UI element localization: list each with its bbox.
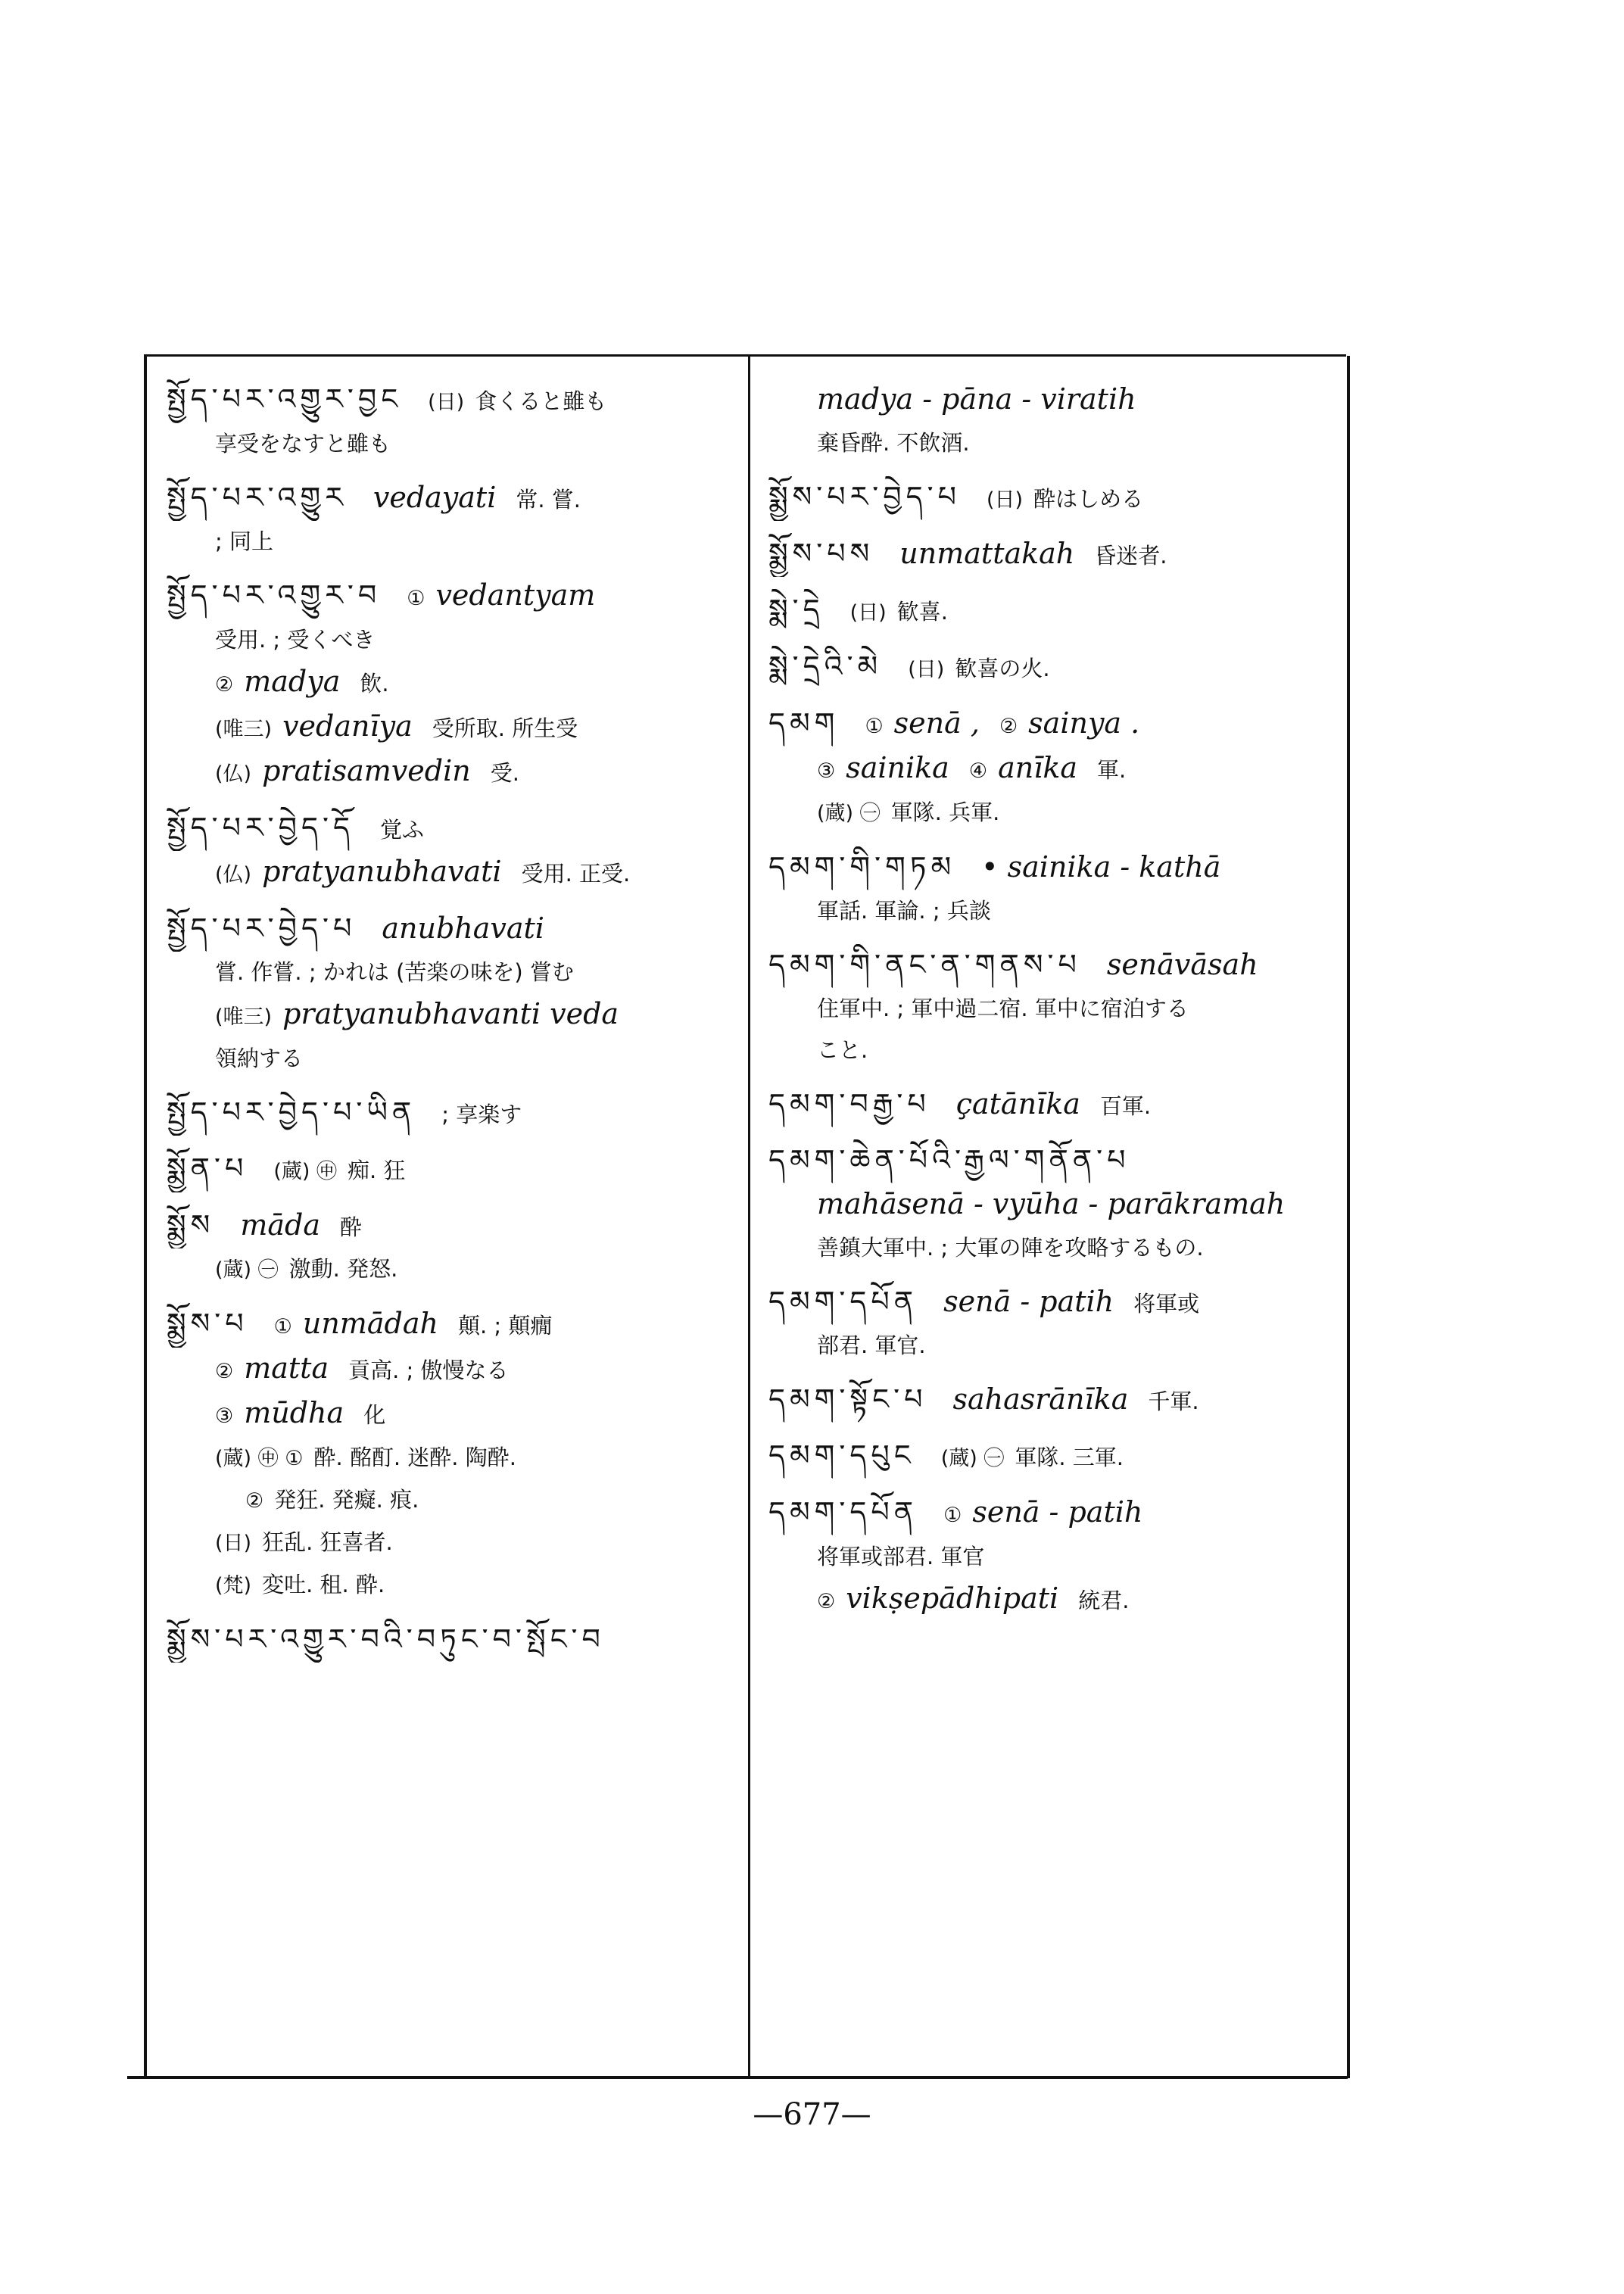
japanese-gloss: 軍話. 軍論. ; 兵談 (817, 898, 991, 924)
sanskrit-term: çatānīka (955, 1087, 1080, 1121)
entry-line (167, 1092, 734, 1136)
entry-line (768, 1083, 1329, 1127)
japanese-gloss: 軍. (1097, 757, 1127, 783)
tibetan-headword: དམག་དཔུང (768, 1438, 915, 1472)
sanskrit-term: sahasrānīka (952, 1382, 1129, 1416)
sanskrit-term: māda (240, 1208, 320, 1242)
tibetan-headword: དམག་དཔོན (768, 1285, 918, 1318)
entry-line (768, 646, 1329, 690)
japanese-gloss: 食くると雖も (475, 388, 607, 414)
left-entry (167, 379, 734, 465)
entry-line (768, 890, 1329, 932)
sanskrit-term: sainya . (1028, 706, 1140, 740)
entry-line (167, 1479, 734, 1522)
source-marker: ④ (968, 759, 988, 783)
entry-line (768, 1491, 1329, 1536)
entry-line (768, 1139, 1329, 1183)
japanese-gloss: こと. (817, 1037, 868, 1063)
entry-line (167, 750, 734, 795)
source-marker: (日) (908, 658, 945, 681)
entry-line (768, 422, 1329, 464)
sanskrit-term: vedayati (372, 481, 497, 514)
tibetan-headword: དམག་གི་གཏམ (768, 850, 956, 884)
sanskrit-term: vedanīya (282, 709, 413, 743)
japanese-gloss: 部君. 軍官. (817, 1332, 926, 1358)
tibetan-headword: དམག་ཆེན་པོའི་རྒྱལ་གནོན་པ (768, 1143, 1130, 1177)
entry-line (768, 379, 1329, 422)
japanese-gloss: 住軍中. ; 軍中過二宿. 軍中に宿泊する (817, 996, 1189, 1021)
sanskrit-term: senā - patih (943, 1285, 1114, 1318)
entry-line (768, 533, 1329, 577)
japanese-gloss: 将軍或 (1133, 1291, 1200, 1317)
left-entry (167, 575, 734, 795)
sanskrit-term: unmādah (302, 1307, 438, 1340)
right-entry (768, 703, 1329, 834)
sanskrit-term: mūdha (244, 1396, 344, 1429)
source-marker: (唯三) (215, 1005, 273, 1029)
entry-line (167, 619, 734, 661)
tibetan-headword: སྤྱོད་པར་བྱེད་པ་ཡིན (167, 1096, 416, 1129)
sanskrit-term: unmattakah (899, 537, 1075, 570)
tibetan-headword: སྨྱོས་པས (768, 537, 874, 570)
entry-line (167, 1522, 734, 1564)
entry-line (768, 1183, 1329, 1227)
entry-line (167, 1619, 734, 1663)
japanese-gloss: 受所取. 所生受 (432, 715, 578, 741)
right-entry (768, 589, 1329, 634)
sanskrit-term: • sainika - kathā (981, 850, 1221, 884)
entry-line (167, 1348, 734, 1392)
right-entry (768, 1379, 1329, 1423)
source-marker: ① (865, 715, 884, 738)
right-entry (768, 944, 1329, 1071)
source-marker: (梵) (215, 1574, 252, 1597)
source-marker: (蔵) ㊀ (215, 1258, 279, 1282)
source-marker: ① (273, 1315, 292, 1339)
source-marker: (日) (428, 391, 465, 414)
tibetan-headword: སྨེ་དྲེ (768, 593, 824, 626)
entry-line (768, 792, 1329, 834)
japanese-gloss: 千軍. (1148, 1389, 1199, 1414)
source-marker: (日) (215, 1532, 252, 1555)
source-marker: ② (999, 715, 1018, 738)
source-marker: ① (407, 587, 425, 610)
right-entry (768, 476, 1329, 521)
japanese-gloss: 覚ふ (380, 817, 425, 843)
sanskrit-term: vikṣepādhipati (846, 1582, 1059, 1615)
right-entry (768, 1139, 1329, 1269)
left-entry (167, 1303, 734, 1607)
source-marker: (日) (849, 601, 887, 625)
japanese-gloss: 受. (490, 760, 519, 786)
tibetan-headword: སྤྱོད་པར་འགྱུར (167, 481, 348, 514)
left-entry (167, 1619, 734, 1663)
tibetan-headword: དམག་དཔོན (768, 1495, 918, 1529)
left-entry (167, 908, 734, 1080)
entry-line (167, 521, 734, 563)
japanese-gloss: 化 (363, 1402, 386, 1428)
source-marker: (蔵) ㊥ ① (215, 1447, 304, 1470)
entry-line (768, 1281, 1329, 1325)
left-entry (167, 1148, 734, 1192)
sanskrit-term: mahāsenā - vyūha - parākramah (817, 1187, 1286, 1220)
source-marker: (蔵) ㊀ (817, 802, 881, 825)
sanskrit-term: madya - pāna - viratih (817, 382, 1136, 416)
entry-line (768, 944, 1329, 988)
sanskrit-term: pratyanubhavati (262, 855, 502, 888)
frame-bottom-rule (127, 2076, 1348, 2079)
japanese-gloss: 百軍. (1099, 1093, 1152, 1119)
sanskrit-term: vedantyam (435, 578, 596, 612)
japanese-gloss: 軍隊. 三軍. (1015, 1445, 1124, 1470)
left-entry (167, 1205, 734, 1291)
right-entry (768, 1281, 1329, 1367)
japanese-gloss: 将軍或部君. 軍官 (817, 1544, 985, 1569)
entry-line (167, 1248, 734, 1291)
entry-line (768, 589, 1329, 634)
japanese-gloss: 領納する (215, 1046, 304, 1071)
tibetan-headword: སྨྱོས་པར་བྱེད་པ (768, 480, 961, 513)
source-marker: ③ (215, 1404, 234, 1428)
entry-line (167, 851, 734, 896)
japanese-gloss: 痴. 狂 (348, 1158, 406, 1183)
sanskrit-term: senā , (893, 706, 980, 740)
tibetan-headword: སྨྱོས་པ (167, 1307, 248, 1340)
japanese-gloss: 統君. (1078, 1588, 1130, 1613)
source-marker: ② (817, 1590, 836, 1613)
right-entry (768, 1083, 1329, 1127)
japanese-gloss: 常. 嘗. (516, 487, 581, 513)
japanese-gloss: 酔はしめる (1033, 486, 1144, 512)
tibetan-headword: དམག (768, 706, 840, 740)
source-marker: (仏) (215, 863, 252, 887)
japanese-gloss: ; 同上 (215, 528, 273, 554)
japanese-gloss: 軍隊. 兵軍. (890, 799, 1000, 825)
entry-line (768, 846, 1329, 890)
sanskrit-term: anubhavati (382, 912, 544, 945)
right-column (768, 379, 1329, 1635)
entry-line (768, 747, 1329, 792)
sanskrit-term: senāvāsah (1106, 948, 1258, 981)
japanese-gloss: 飲. (360, 671, 389, 697)
right-entry (768, 1491, 1329, 1622)
source-marker: ② (245, 1489, 264, 1513)
source-marker: (仏) (215, 762, 252, 786)
entry-line (768, 1379, 1329, 1423)
entry-line (768, 1435, 1329, 1479)
japanese-gloss: 歓喜の火. (955, 656, 1050, 681)
tibetan-headword: སྨེ་དྲེའི་མེ (768, 650, 883, 683)
japanese-gloss: 酔 (339, 1214, 362, 1240)
entry-line (768, 988, 1329, 1030)
entry-line (167, 1303, 734, 1348)
entry-line (167, 1392, 734, 1437)
sanskrit-term: matta (244, 1351, 329, 1385)
left-entry (167, 807, 734, 896)
japanese-gloss: 享受をなすと雖も (215, 431, 391, 457)
tibetan-headword: སྤྱོད་པར་འགྱུར་བྱང (167, 382, 403, 416)
entry-line (167, 1205, 734, 1248)
japanese-gloss: 激動. 発怒. (288, 1256, 398, 1282)
right-entry (768, 1435, 1329, 1479)
source-marker: (蔵) ㊥ (273, 1160, 337, 1183)
left-entry (167, 477, 734, 563)
entry-line (167, 706, 734, 750)
japanese-gloss: 棄昏酔. 不飲酒. (817, 430, 970, 456)
entry-line (768, 1325, 1329, 1367)
source-marker: ③ (817, 759, 836, 783)
sanskrit-term: senā - patih (972, 1495, 1143, 1529)
entry-line (768, 1536, 1329, 1578)
left-column (167, 379, 734, 1675)
source-marker: (唯三) (215, 718, 273, 741)
sanskrit-term: sainika (846, 751, 949, 784)
entry-line (167, 661, 734, 706)
entry-line (167, 1038, 734, 1080)
entry-line (768, 476, 1329, 521)
japanese-gloss: 変吐. 租. 酔. (262, 1572, 385, 1597)
japanese-gloss: 発狂. 発癡. 痕. (274, 1487, 419, 1513)
sanskrit-term: pratyanubhavanti veda (282, 997, 619, 1030)
source-marker: ② (215, 1360, 234, 1383)
entry-line (167, 1437, 734, 1479)
tibetan-headword: སྤྱོད་པར་བྱེད་དོ (167, 811, 354, 844)
entry-line (167, 952, 734, 993)
tibetan-headword: སྤྱོད་པར་འགྱུར་བ (167, 578, 382, 612)
entry-line (768, 1227, 1329, 1269)
japanese-gloss: 受用. ; 受くべき (215, 627, 376, 653)
japanese-gloss: 善鎮大軍中. ; 大軍の陣を攻略するもの. (817, 1235, 1204, 1261)
source-marker: (日) (987, 488, 1024, 512)
entry-line (167, 807, 734, 851)
tibetan-headword: སྨྱོན་པ (167, 1152, 248, 1185)
entry-line (167, 993, 734, 1038)
sanskrit-term: anīka (998, 751, 1078, 784)
entry-line (167, 575, 734, 619)
japanese-gloss: 受用. 正受. (521, 861, 631, 887)
entry-line (167, 1564, 734, 1607)
tibetan-headword: སྤྱོད་པར་བྱེད་པ (167, 912, 357, 945)
entry-line (768, 1578, 1329, 1622)
japanese-gloss: 昏迷者. (1094, 543, 1167, 569)
japanese-gloss: ; 享楽す (441, 1102, 522, 1127)
right-entry (768, 646, 1329, 690)
japanese-gloss: 酔. 酩酊. 迷酔. 陶酔. (313, 1445, 516, 1470)
entry-line (167, 423, 734, 465)
japanese-gloss: 歓喜. (896, 599, 948, 625)
sanskrit-term: pratisamvedin (262, 754, 471, 787)
left-entry (167, 1092, 734, 1136)
japanese-gloss: 顛. ; 顛癇 (457, 1313, 553, 1339)
entry-line (167, 908, 734, 952)
tibetan-headword: སྨྱོས (167, 1208, 215, 1242)
japanese-gloss: 貢高. ; 傲慢なる (348, 1357, 509, 1383)
sanskrit-term: madya (244, 665, 341, 698)
entry-line (167, 379, 734, 423)
tibetan-headword: དམག་གི་ནང་ན་གནས་པ (768, 948, 1081, 981)
entry-line (768, 1030, 1329, 1071)
japanese-gloss: 狂乱. 狂喜者. (262, 1529, 393, 1555)
right-entry (768, 846, 1329, 932)
column-divider (748, 356, 750, 2078)
tibetan-headword: དམག་བརྒྱ་པ (768, 1087, 930, 1121)
tibetan-headword: སྨྱོས་པར་འགྱུར་བའི་བཏུང་བ་སྤོང་བ (167, 1622, 605, 1656)
entry-line (167, 1148, 734, 1192)
entry-line (768, 703, 1329, 747)
tibetan-headword: དམག་སྟོང་པ (768, 1382, 927, 1416)
source-marker: ② (215, 673, 234, 697)
source-marker: ① (943, 1504, 962, 1527)
right-entry (768, 379, 1329, 464)
right-entry (768, 533, 1329, 577)
japanese-gloss: 嘗. 作嘗. ; かれは (苦楽の味を) 嘗む (215, 959, 574, 985)
page-number: —677— (753, 2097, 871, 2132)
entry-line (167, 477, 734, 521)
source-marker: (蔵) ㊀ (940, 1447, 1005, 1470)
